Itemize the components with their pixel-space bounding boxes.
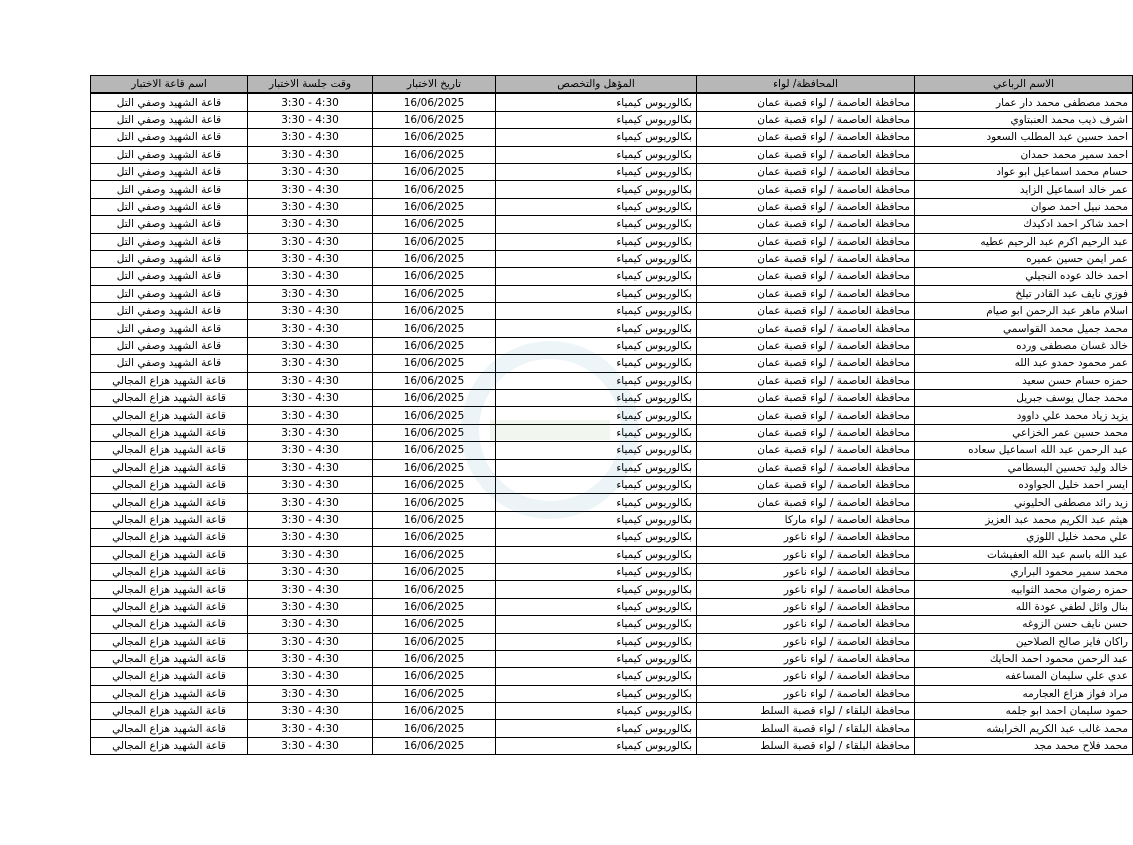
cell-time: 3:30 - 4:30 xyxy=(248,476,373,493)
cell-hall: قاعة الشهيد وصفي التل xyxy=(91,111,248,128)
cell-name: اسلام ماهر عبد الرحمن ابو صيام xyxy=(915,303,1133,320)
table-row xyxy=(91,129,1133,146)
cell-date: 16/06/2025 xyxy=(373,668,496,685)
table-row xyxy=(91,372,1133,389)
cell-time: 3:30 - 4:30 xyxy=(248,529,373,546)
cell-date: 16/06/2025 xyxy=(373,303,496,320)
cell-date: 16/06/2025 xyxy=(373,476,496,493)
cell-hall: قاعة الشهيد هزاع المجالي xyxy=(91,668,248,685)
table-row xyxy=(91,198,1133,215)
cell-date: 16/06/2025 xyxy=(373,198,496,215)
cell-time: 3:30 - 4:30 xyxy=(248,303,373,320)
cell-time: 3:30 - 4:30 xyxy=(248,163,373,180)
cell-qualification: بكالوريوس كيمياء xyxy=(496,111,697,128)
cell-date: 16/06/2025 xyxy=(373,442,496,459)
cell-governorate: محافظة العاصمة / لواء ناعور xyxy=(697,563,915,580)
cell-hall: قاعة الشهيد هزاع المجالي xyxy=(91,633,248,650)
cell-time: 3:30 - 4:30 xyxy=(248,720,373,737)
cell-name: عبد الرحمن عبد الله اسماعيل سعاده xyxy=(915,442,1133,459)
cell-hall: قاعة الشهيد هزاع المجالي xyxy=(91,546,248,563)
cell-name: علي محمد خليل اللوزي xyxy=(915,529,1133,546)
cell-time: 3:30 - 4:30 xyxy=(248,650,373,667)
cell-date: 16/06/2025 xyxy=(373,372,496,389)
cell-time: 3:30 - 4:30 xyxy=(248,511,373,528)
cell-name: عبد الرحمن محمود احمد الحايك xyxy=(915,650,1133,667)
cell-date: 16/06/2025 xyxy=(373,268,496,285)
table-row xyxy=(91,563,1133,580)
cell-hall: قاعة الشهيد وصفي التل xyxy=(91,181,248,198)
cell-qualification: بكالوريوس كيمياء xyxy=(496,424,697,441)
cell-qualification: بكالوريوس كيمياء xyxy=(496,163,697,180)
cell-date: 16/06/2025 xyxy=(373,216,496,233)
table-row xyxy=(91,616,1133,633)
cell-qualification: بكالوريوس كيمياء xyxy=(496,198,697,215)
cell-governorate: محافظة العاصمة / لواء قصبة عمان xyxy=(697,390,915,407)
cell-governorate: محافظة العاصمة / لواء قصبة عمان xyxy=(697,303,915,320)
cell-governorate: محافظة العاصمة / لواء قصبة عمان xyxy=(697,163,915,180)
table-row xyxy=(91,737,1133,754)
cell-date: 16/06/2025 xyxy=(373,390,496,407)
cell-name: حمزه حسام حسن سعيد xyxy=(915,372,1133,389)
cell-hall: قاعة الشهيد هزاع المجالي xyxy=(91,581,248,598)
cell-time: 3:30 - 4:30 xyxy=(248,563,373,580)
table-row xyxy=(91,459,1133,476)
cell-governorate: محافظة البلقاء / لواء قصبة السلط xyxy=(697,737,915,754)
cell-qualification: بكالوريوس كيمياء xyxy=(496,233,697,250)
cell-hall: قاعة الشهيد هزاع المجالي xyxy=(91,650,248,667)
table-row xyxy=(91,355,1133,372)
cell-time: 3:30 - 4:30 xyxy=(248,233,373,250)
cell-governorate: محافظة العاصمة / لواء قصبة عمان xyxy=(697,285,915,302)
cell-hall: قاعة الشهيد هزاع المجالي xyxy=(91,563,248,580)
cell-name: حسام محمد اسماعيل ابو عواد xyxy=(915,163,1133,180)
cell-time: 3:30 - 4:30 xyxy=(248,93,373,111)
cell-name: محمد جمال يوسف جبريل xyxy=(915,390,1133,407)
cell-date: 16/06/2025 xyxy=(373,233,496,250)
cell-qualification: بكالوريوس كيمياء xyxy=(496,216,697,233)
cell-name: عمر خالد اسماعيل الزايد xyxy=(915,181,1133,198)
cell-date: 16/06/2025 xyxy=(373,633,496,650)
cell-hall: قاعة الشهيد هزاع المجالي xyxy=(91,616,248,633)
table-row xyxy=(91,703,1133,720)
cell-time: 3:30 - 4:30 xyxy=(248,424,373,441)
cell-governorate: محافظة العاصمة / لواء قصبة عمان xyxy=(697,372,915,389)
cell-time: 3:30 - 4:30 xyxy=(248,337,373,354)
cell-hall: قاعة الشهيد هزاع المجالي xyxy=(91,476,248,493)
cell-name: عبد الرحيم اكرم عبد الرحيم عطيه xyxy=(915,233,1133,250)
cell-qualification: بكالوريوس كيمياء xyxy=(496,668,697,685)
cell-name: محمد فلاح محمد مجد xyxy=(915,737,1133,754)
cell-date: 16/06/2025 xyxy=(373,111,496,128)
cell-time: 3:30 - 4:30 xyxy=(248,737,373,754)
table-body xyxy=(91,93,1133,754)
cell-qualification: بكالوريوس كيمياء xyxy=(496,476,697,493)
cell-date: 16/06/2025 xyxy=(373,546,496,563)
cell-date: 16/06/2025 xyxy=(373,93,496,111)
cell-hall: قاعة الشهيد هزاع المجالي xyxy=(91,598,248,615)
cell-name: اشرف ذيب محمد العنبتاوي xyxy=(915,111,1133,128)
cell-date: 16/06/2025 xyxy=(373,320,496,337)
table-row xyxy=(91,181,1133,198)
cell-name: عبد الله باسم عبد الله العفيشات xyxy=(915,546,1133,563)
cell-qualification: بكالوريوس كيمياء xyxy=(496,442,697,459)
cell-governorate: محافظة العاصمة / لواء قصبة عمان xyxy=(697,320,915,337)
cell-governorate: محافظة العاصمة / لواء ناعور xyxy=(697,633,915,650)
cell-name: عدي علي سليمان المساعفه xyxy=(915,668,1133,685)
document-sheet xyxy=(90,75,1128,755)
table-row xyxy=(91,390,1133,407)
cell-hall: قاعة الشهيد هزاع المجالي xyxy=(91,459,248,476)
cell-date: 16/06/2025 xyxy=(373,424,496,441)
cell-date: 16/06/2025 xyxy=(373,703,496,720)
cell-qualification: بكالوريوس كيمياء xyxy=(496,146,697,163)
cell-date: 16/06/2025 xyxy=(373,494,496,511)
header-hall: اسم قاعة الاختبار xyxy=(91,76,248,94)
cell-time: 3:30 - 4:30 xyxy=(248,633,373,650)
cell-qualification: بكالوريوس كيمياء xyxy=(496,250,697,267)
cell-time: 3:30 - 4:30 xyxy=(248,372,373,389)
cell-hall: قاعة الشهيد هزاع المجالي xyxy=(91,529,248,546)
cell-hall: قاعة الشهيد هزاع المجالي xyxy=(91,685,248,702)
cell-hall: قاعة الشهيد هزاع المجالي xyxy=(91,511,248,528)
table-row xyxy=(91,320,1133,337)
cell-governorate: محافظة العاصمة / لواء قصبة عمان xyxy=(697,476,915,493)
table-row xyxy=(91,233,1133,250)
cell-hall: قاعة الشهيد وصفي التل xyxy=(91,198,248,215)
cell-qualification: بكالوريوس كيمياء xyxy=(496,494,697,511)
cell-governorate: محافظة العاصمة / لواء قصبة عمان xyxy=(697,355,915,372)
cell-time: 3:30 - 4:30 xyxy=(248,668,373,685)
header-date: تاريخ الاختبار xyxy=(373,76,496,94)
cell-time: 3:30 - 4:30 xyxy=(248,268,373,285)
cell-qualification: بكالوريوس كيمياء xyxy=(496,511,697,528)
cell-time: 3:30 - 4:30 xyxy=(248,546,373,563)
cell-governorate: محافظة العاصمة / لواء قصبة عمان xyxy=(697,459,915,476)
cell-qualification: بكالوريوس كيمياء xyxy=(496,581,697,598)
cell-qualification: بكالوريوس كيمياء xyxy=(496,703,697,720)
cell-qualification: بكالوريوس كيمياء xyxy=(496,407,697,424)
cell-hall: قاعة الشهيد هزاع المجالي xyxy=(91,390,248,407)
cell-governorate: محافظة العاصمة / لواء قصبة عمان xyxy=(697,129,915,146)
table-row xyxy=(91,546,1133,563)
cell-governorate: محافظة العاصمة / لواء ناعور xyxy=(697,685,915,702)
cell-name: هيثم عبد الكريم محمد عبد العزيز xyxy=(915,511,1133,528)
cell-governorate: محافظة العاصمة / لواء ناعور xyxy=(697,668,915,685)
cell-hall: قاعة الشهيد وصفي التل xyxy=(91,285,248,302)
cell-hall: قاعة الشهيد وصفي التل xyxy=(91,93,248,111)
cell-hall: قاعة الشهيد وصفي التل xyxy=(91,337,248,354)
cell-qualification: بكالوريوس كيمياء xyxy=(496,633,697,650)
cell-time: 3:30 - 4:30 xyxy=(248,355,373,372)
cell-qualification: بكالوريوس كيمياء xyxy=(496,355,697,372)
cell-name: محمد غالب عبد الكريم الخرابشه xyxy=(915,720,1133,737)
cell-date: 16/06/2025 xyxy=(373,616,496,633)
cell-qualification: بكالوريوس كيمياء xyxy=(496,720,697,737)
cell-governorate: محافظة العاصمة / لواء ناعور xyxy=(697,616,915,633)
cell-qualification: بكالوريوس كيمياء xyxy=(496,268,697,285)
table-row xyxy=(91,581,1133,598)
cell-qualification: بكالوريوس كيمياء xyxy=(496,390,697,407)
cell-time: 3:30 - 4:30 xyxy=(248,581,373,598)
cell-date: 16/06/2025 xyxy=(373,355,496,372)
cell-hall: قاعة الشهيد وصفي التل xyxy=(91,355,248,372)
cell-name: عمر ايمن حسين عميره xyxy=(915,250,1133,267)
table-row xyxy=(91,633,1133,650)
table-row xyxy=(91,668,1133,685)
cell-name: عمر محمود حمدو عبد الله xyxy=(915,355,1133,372)
cell-date: 16/06/2025 xyxy=(373,407,496,424)
cell-governorate: محافظة البلقاء / لواء قصبة السلط xyxy=(697,720,915,737)
table-row xyxy=(91,442,1133,459)
cell-name: محمد جميل محمد القواسمي xyxy=(915,320,1133,337)
cell-name: محمد نبيل احمد صوان xyxy=(915,198,1133,215)
cell-governorate: محافظة العاصمة / لواء ناعور xyxy=(697,529,915,546)
cell-time: 3:30 - 4:30 xyxy=(248,285,373,302)
cell-time: 3:30 - 4:30 xyxy=(248,616,373,633)
header-name: الاسم الرباعي xyxy=(915,76,1133,94)
cell-date: 16/06/2025 xyxy=(373,337,496,354)
cell-qualification: بكالوريوس كيمياء xyxy=(496,737,697,754)
cell-qualification: بكالوريوس كيمياء xyxy=(496,616,697,633)
table-row xyxy=(91,250,1133,267)
table-row xyxy=(91,216,1133,233)
cell-date: 16/06/2025 xyxy=(373,250,496,267)
cell-governorate: محافظة العاصمة / لواء قصبة عمان xyxy=(697,407,915,424)
table-row xyxy=(91,268,1133,285)
cell-governorate: محافظة العاصمة / لواء قصبة عمان xyxy=(697,233,915,250)
table-row xyxy=(91,476,1133,493)
cell-qualification: بكالوريوس كيمياء xyxy=(496,598,697,615)
cell-date: 16/06/2025 xyxy=(373,581,496,598)
cell-governorate: محافظة العاصمة / لواء قصبة عمان xyxy=(697,181,915,198)
cell-name: زيد رائد مصطفى الحليوني xyxy=(915,494,1133,511)
cell-qualification: بكالوريوس كيمياء xyxy=(496,285,697,302)
cell-name: يزيد زياد محمد علي داوود xyxy=(915,407,1133,424)
table-row xyxy=(91,407,1133,424)
cell-hall: قاعة الشهيد وصفي التل xyxy=(91,216,248,233)
cell-hall: قاعة الشهيد وصفي التل xyxy=(91,268,248,285)
cell-name: حسن نايف حسن الزوغه xyxy=(915,616,1133,633)
table-row xyxy=(91,337,1133,354)
cell-time: 3:30 - 4:30 xyxy=(248,598,373,615)
cell-time: 3:30 - 4:30 xyxy=(248,390,373,407)
cell-qualification: بكالوريوس كيمياء xyxy=(496,320,697,337)
cell-qualification: بكالوريوس كيمياء xyxy=(496,546,697,563)
cell-time: 3:30 - 4:30 xyxy=(248,216,373,233)
cell-governorate: محافظة العاصمة / لواء قصبة عمان xyxy=(697,442,915,459)
cell-governorate: محافظة العاصمة / لواء ماركا xyxy=(697,511,915,528)
cell-hall: قاعة الشهيد هزاع المجالي xyxy=(91,407,248,424)
cell-governorate: محافظة العاصمة / لواء قصبة عمان xyxy=(697,494,915,511)
cell-date: 16/06/2025 xyxy=(373,529,496,546)
cell-name: مراد فواز هزاع العجارمه xyxy=(915,685,1133,702)
cell-qualification: بكالوريوس كيمياء xyxy=(496,650,697,667)
table-row xyxy=(91,111,1133,128)
cell-time: 3:30 - 4:30 xyxy=(248,494,373,511)
cell-date: 16/06/2025 xyxy=(373,737,496,754)
cell-name: ايسر احمد خليل الجواوده xyxy=(915,476,1133,493)
cell-time: 3:30 - 4:30 xyxy=(248,198,373,215)
cell-time: 3:30 - 4:30 xyxy=(248,111,373,128)
cell-hall: قاعة الشهيد هزاع المجالي xyxy=(91,372,248,389)
table-row xyxy=(91,494,1133,511)
cell-governorate: محافظة البلقاء / لواء قصبة السلط xyxy=(697,703,915,720)
cell-time: 3:30 - 4:30 xyxy=(248,129,373,146)
table-row xyxy=(91,650,1133,667)
cell-time: 3:30 - 4:30 xyxy=(248,442,373,459)
cell-time: 3:30 - 4:30 xyxy=(248,703,373,720)
cell-governorate: محافظة العاصمة / لواء ناعور xyxy=(697,581,915,598)
cell-time: 3:30 - 4:30 xyxy=(248,181,373,198)
cell-time: 3:30 - 4:30 xyxy=(248,407,373,424)
cell-qualification: بكالوريوس كيمياء xyxy=(496,529,697,546)
cell-name: بنال وائل لطفي عودة الله xyxy=(915,598,1133,615)
cell-governorate: محافظة العاصمة / لواء قصبة عمان xyxy=(697,93,915,111)
cell-name: محمد سمير محمود البراري xyxy=(915,563,1133,580)
header-governorate: المحافظة/ لواء xyxy=(697,76,915,94)
cell-governorate: محافظة العاصمة / لواء قصبة عمان xyxy=(697,198,915,215)
cell-hall: قاعة الشهيد وصفي التل xyxy=(91,250,248,267)
cell-hall: قاعة الشهيد وصفي التل xyxy=(91,233,248,250)
cell-qualification: بكالوريوس كيمياء xyxy=(496,93,697,111)
cell-time: 3:30 - 4:30 xyxy=(248,146,373,163)
cell-name: فوزي نايف عبد القادر تيلخ xyxy=(915,285,1133,302)
header-time: وقت جلسة الاختبار xyxy=(248,76,373,94)
cell-name: راكان فايز صالح الصلاحين xyxy=(915,633,1133,650)
cell-name: محمد مصطفى محمد دار عمار xyxy=(915,93,1133,111)
cell-name: خالد وليد تحسين البسطامي xyxy=(915,459,1133,476)
cell-hall: قاعة الشهيد وصفي التل xyxy=(91,146,248,163)
cell-qualification: بكالوريوس كيمياء xyxy=(496,337,697,354)
cell-hall: قاعة الشهيد هزاع المجالي xyxy=(91,424,248,441)
table-row xyxy=(91,598,1133,615)
table-row xyxy=(91,146,1133,163)
cell-qualification: بكالوريوس كيمياء xyxy=(496,372,697,389)
cell-date: 16/06/2025 xyxy=(373,720,496,737)
cell-date: 16/06/2025 xyxy=(373,163,496,180)
cell-time: 3:30 - 4:30 xyxy=(248,685,373,702)
cell-date: 16/06/2025 xyxy=(373,511,496,528)
cell-date: 16/06/2025 xyxy=(373,685,496,702)
cell-hall: قاعة الشهيد هزاع المجالي xyxy=(91,737,248,754)
cell-date: 16/06/2025 xyxy=(373,285,496,302)
cell-time: 3:30 - 4:30 xyxy=(248,459,373,476)
cell-date: 16/06/2025 xyxy=(373,650,496,667)
table-row xyxy=(91,93,1133,111)
cell-date: 16/06/2025 xyxy=(373,146,496,163)
table-row xyxy=(91,303,1133,320)
cell-governorate: محافظة العاصمة / لواء قصبة عمان xyxy=(697,250,915,267)
cell-time: 3:30 - 4:30 xyxy=(248,320,373,337)
cell-time: 3:30 - 4:30 xyxy=(248,250,373,267)
cell-name: احمد خالد عوده النجيلي xyxy=(915,268,1133,285)
cell-qualification: بكالوريوس كيمياء xyxy=(496,459,697,476)
cell-qualification: بكالوريوس كيمياء xyxy=(496,303,697,320)
table-row xyxy=(91,720,1133,737)
cell-hall: قاعة الشهيد هزاع المجالي xyxy=(91,720,248,737)
cell-governorate: محافظة العاصمة / لواء قصبة عمان xyxy=(697,216,915,233)
cell-qualification: بكالوريوس كيمياء xyxy=(496,129,697,146)
table-row xyxy=(91,685,1133,702)
cell-qualification: بكالوريوس كيمياء xyxy=(496,181,697,198)
cell-hall: قاعة الشهيد وصفي التل xyxy=(91,320,248,337)
cell-hall: قاعة الشهيد وصفي التل xyxy=(91,129,248,146)
cell-name: خالد غسان مصطفى ورده xyxy=(915,337,1133,354)
cell-name: حمود سليمان احمد ابو جلمه xyxy=(915,703,1133,720)
cell-date: 16/06/2025 xyxy=(373,563,496,580)
cell-hall: قاعة الشهيد وصفي التل xyxy=(91,303,248,320)
cell-hall: قاعة الشهيد هزاع المجالي xyxy=(91,442,248,459)
table-row xyxy=(91,163,1133,180)
cell-governorate: محافظة العاصمة / لواء ناعور xyxy=(697,546,915,563)
cell-date: 16/06/2025 xyxy=(373,181,496,198)
cell-governorate: محافظة العاصمة / لواء قصبة عمان xyxy=(697,337,915,354)
cell-name: احمد حسين عبد المطلب السعود xyxy=(915,129,1133,146)
table-row xyxy=(91,529,1133,546)
cell-hall: قاعة الشهيد هزاع المجالي xyxy=(91,494,248,511)
cell-date: 16/06/2025 xyxy=(373,459,496,476)
cell-governorate: محافظة العاصمة / لواء قصبة عمان xyxy=(697,111,915,128)
table-row xyxy=(91,285,1133,302)
cell-date: 16/06/2025 xyxy=(373,598,496,615)
cell-hall: قاعة الشهيد وصفي التل xyxy=(91,163,248,180)
cell-name: احمد سمير محمد حمدان xyxy=(915,146,1133,163)
cell-governorate: محافظة العاصمة / لواء قصبة عمان xyxy=(697,146,915,163)
cell-qualification: بكالوريوس كيمياء xyxy=(496,685,697,702)
cell-hall: قاعة الشهيد هزاع المجالي xyxy=(91,703,248,720)
cell-governorate: محافظة العاصمة / لواء ناعور xyxy=(697,598,915,615)
cell-governorate: محافظة العاصمة / لواء ناعور xyxy=(697,650,915,667)
header-row xyxy=(91,76,1133,94)
exam-schedule-table xyxy=(90,75,1133,755)
cell-name: حمزه رضوان محمد الثوابيه xyxy=(915,581,1133,598)
cell-date: 16/06/2025 xyxy=(373,129,496,146)
cell-name: محمد حسين عمر الخزاعي xyxy=(915,424,1133,441)
cell-governorate: محافظة العاصمة / لواء قصبة عمان xyxy=(697,268,915,285)
table-row xyxy=(91,424,1133,441)
cell-governorate: محافظة العاصمة / لواء قصبة عمان xyxy=(697,424,915,441)
header-qualification: المؤهل والتخصص xyxy=(496,76,697,94)
cell-qualification: بكالوريوس كيمياء xyxy=(496,563,697,580)
table-row xyxy=(91,511,1133,528)
cell-name: احمد شاكر احمد ادكيدك xyxy=(915,216,1133,233)
